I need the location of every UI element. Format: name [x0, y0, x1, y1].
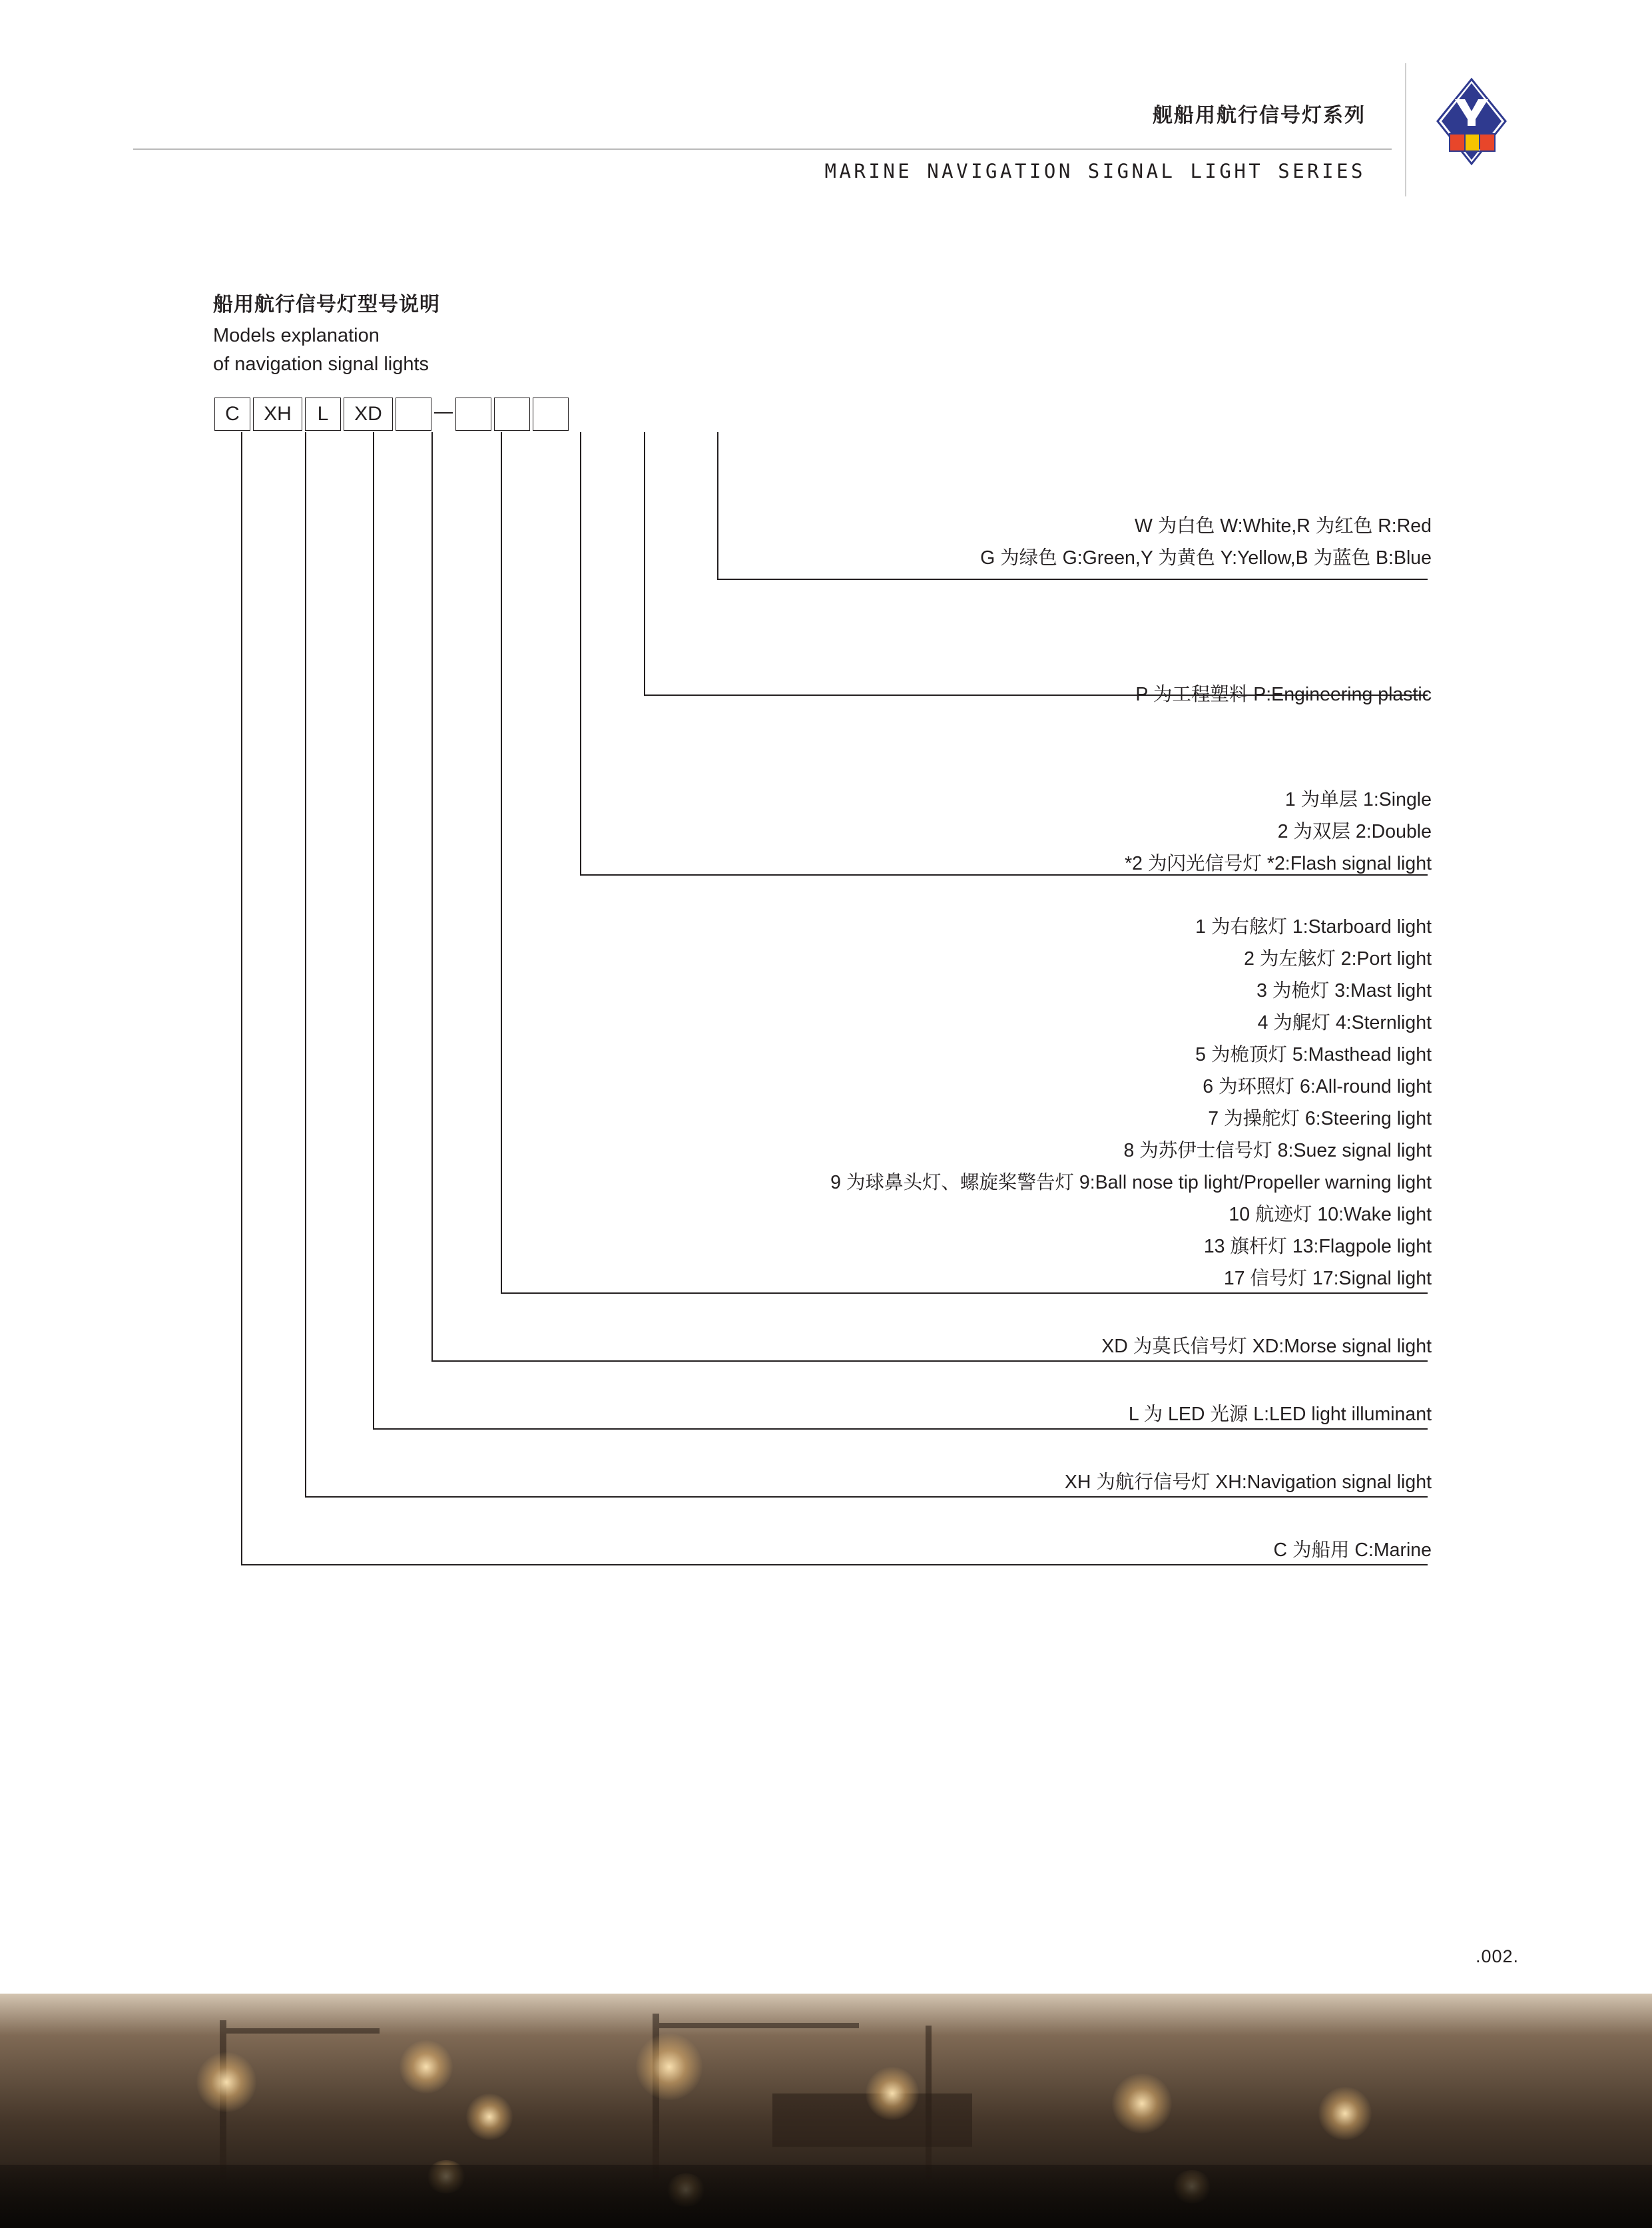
legend-function-line7: 7 为操舵灯 6:Steering light [1208, 1108, 1432, 1129]
header-title-en: MARINE NAVIGATION SIGNAL LIGHT SERIES [824, 160, 1366, 182]
legend-morse: XD 为莫氏信号灯 XD:Morse signal light [1101, 1336, 1432, 1357]
legend-layer-line2: 2 为双层 2:Double [1277, 821, 1432, 842]
legend-function-line8: 8 为苏伊士信号灯 8:Suez signal light [1123, 1140, 1432, 1161]
legend-function-line9: 9 为球鼻头灯、螺旋桨警告灯 9:Ball nose tip light/Propeller warning light [830, 1172, 1432, 1193]
legend-function-line3: 3 为桅灯 3:Mast light [1256, 980, 1432, 1001]
page-number: .002. [1475, 1946, 1519, 1966]
legend-material-line1: P 为工程塑料 P:Engineering plastic [1135, 684, 1432, 705]
legend-marine: C 为船用 C:Marine [1273, 1539, 1432, 1561]
legend-function-line4: 4 为艉灯 4:Sternlight [1257, 1012, 1432, 1033]
section-title-en-line2: of navigation signal lights [213, 354, 429, 375]
legend-series: XH 为航行信号灯 XH:Navigation signal light [1064, 1472, 1432, 1493]
photo-light-6 [1112, 2074, 1172, 2133]
photo-light-7 [1318, 2087, 1372, 2140]
footer-harbor-photo [0, 1994, 1652, 2228]
model-box-xd: XD [344, 398, 393, 431]
legend-function-line12: 17 信号灯 17:Signal light [1223, 1268, 1432, 1289]
photo-light-5 [866, 2067, 919, 2120]
photo-light-2 [400, 2040, 453, 2093]
legend-color-line1: W 为白色 W:White,R 为红色 R:Red [1134, 515, 1432, 537]
photo-light-3 [466, 2093, 513, 2140]
photo-waterline [0, 2165, 1652, 2228]
photo-crane-boom-1 [226, 2028, 380, 2034]
model-box-l: L [305, 398, 341, 431]
legend-layer-line3: *2 为闪光信号灯 *2:Flash signal light [1125, 853, 1432, 874]
legend-source: L 为 LED 光源 L:LED light illuminant [1128, 1404, 1432, 1425]
company-diamond-logo [1435, 77, 1508, 166]
section-title-en-line1: Models explanation [213, 325, 380, 346]
header-title-cn: 舰船用航行信号灯系列 [1153, 105, 1366, 127]
model-box-c: C [214, 398, 250, 431]
legend-color-line2: G 为绿色 G:Green,Y 为黄色 Y:Yellow,B 为蓝色 B:Blue [980, 547, 1432, 569]
legend-function-line10: 10 航迹灯 10:Wake light [1229, 1204, 1432, 1225]
legend-function-line5: 5 为桅顶灯 5:Masthead light [1195, 1044, 1432, 1065]
legend-function-line6: 6 为环照灯 6:All-round light [1203, 1076, 1432, 1097]
legend-layer-line1: 1 为单层 1:Single [1284, 789, 1432, 810]
legend-function-line11: 13 旗杆灯 13:Flagpole light [1203, 1236, 1432, 1257]
legend-function-line1: 1 为右舷灯 1:Starboard light [1195, 916, 1432, 938]
photo-light-1 [196, 2052, 256, 2112]
photo-crane-boom-2 [659, 2023, 859, 2028]
photo-light-4 [636, 2034, 702, 2100]
section-title-cn: 船用航行信号灯型号说明 [213, 294, 440, 316]
model-box-xh: XH [253, 398, 302, 431]
legend-function-line2: 2 为左舷灯 2:Port light [1244, 948, 1432, 970]
